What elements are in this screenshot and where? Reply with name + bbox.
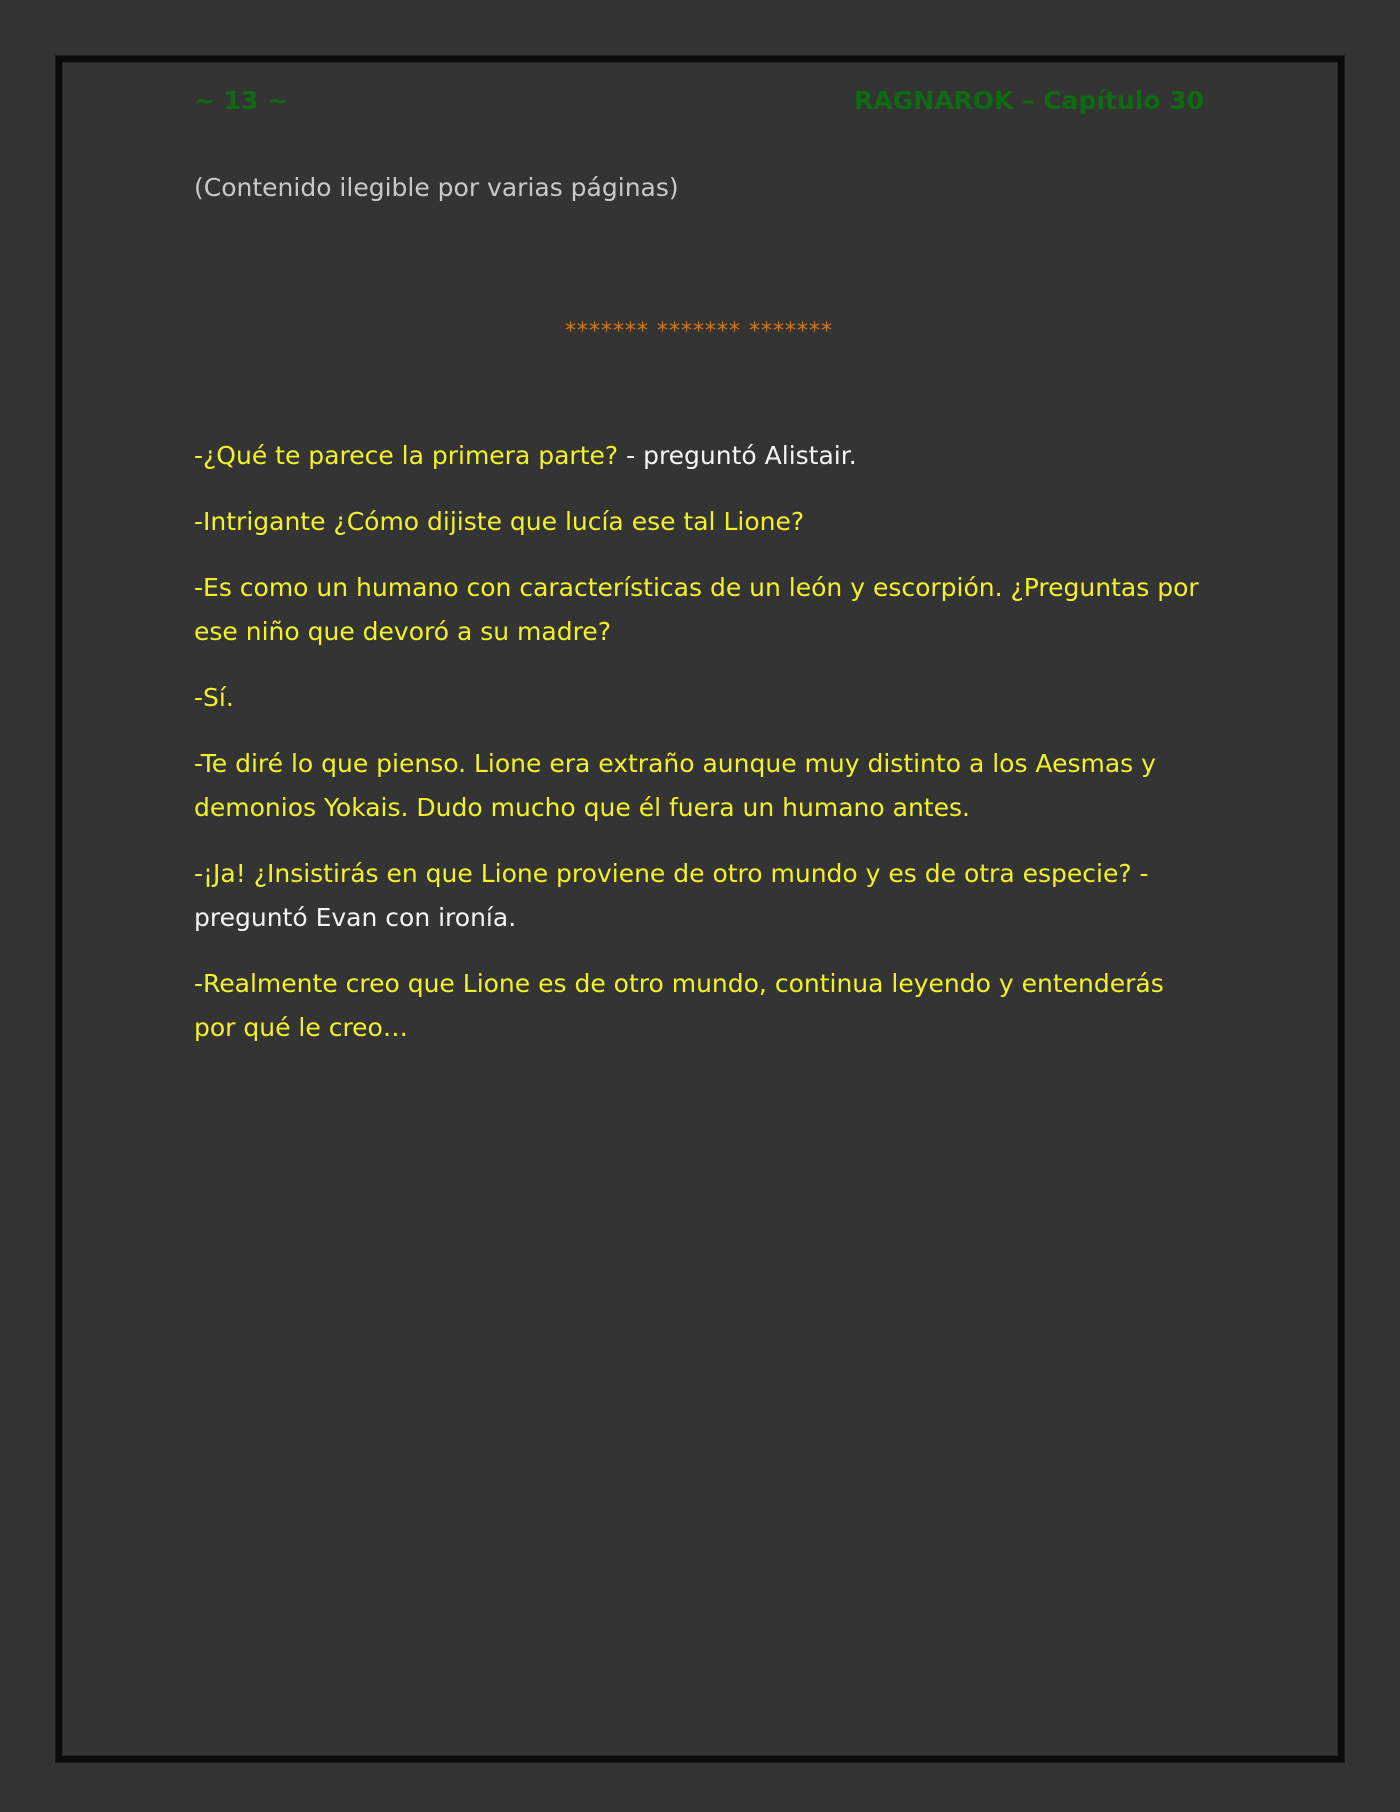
page-header [194,86,1204,120]
dialogue-paragraph [194,500,1204,544]
dialogue-paragraph [194,676,1204,720]
dialogue-text: -¡Ja! ¿Insistirás en que Lione proviene de otro mundo y es de otra especie? - [194,859,1149,888]
dialogue-text: -Realmente creo que Lione es de otro mundo, continua leyendo y entenderás por qué le creo… [194,969,1164,1042]
dialogue-text: -Intrigante ¿Cómo dijiste que lucía ese tal Lione? [194,507,805,536]
running-title: RAGNAROK – Capítulo 30 [854,86,1204,115]
dialogue-text: -Sí. [194,683,234,712]
page-content [194,166,1204,1072]
dialogue-paragraph [194,566,1204,654]
page-number: ~ 13 ~ [194,86,289,115]
dialogue-text: -Te diré lo que pienso. Lione era extraño aunque muy distinto a los Aesmas y demonios Yokais. Dudo mucho que él fuera un humano antes. [194,749,1156,822]
illegible-content-note: (Contenido ilegible por varias páginas) [194,173,679,202]
dialogue-text: -Es como un humano con características de un león y escorpión. ¿Preguntas por ese niño que devoró a su madre? [194,573,1199,646]
narration-text: - preguntó Alistair. [618,441,857,470]
dialogue-text: -¿Qué te parece la primera parte? [194,441,619,470]
dialogue-block [194,434,1204,1050]
dialogue-paragraph [194,434,1204,478]
dialogue-paragraph [194,962,1204,1050]
narration-text: preguntó Evan con ironía. [194,903,517,932]
section-separator: ******* ******* ******* [565,319,833,344]
dialogue-paragraph [194,742,1204,830]
dialogue-paragraph [194,852,1204,940]
